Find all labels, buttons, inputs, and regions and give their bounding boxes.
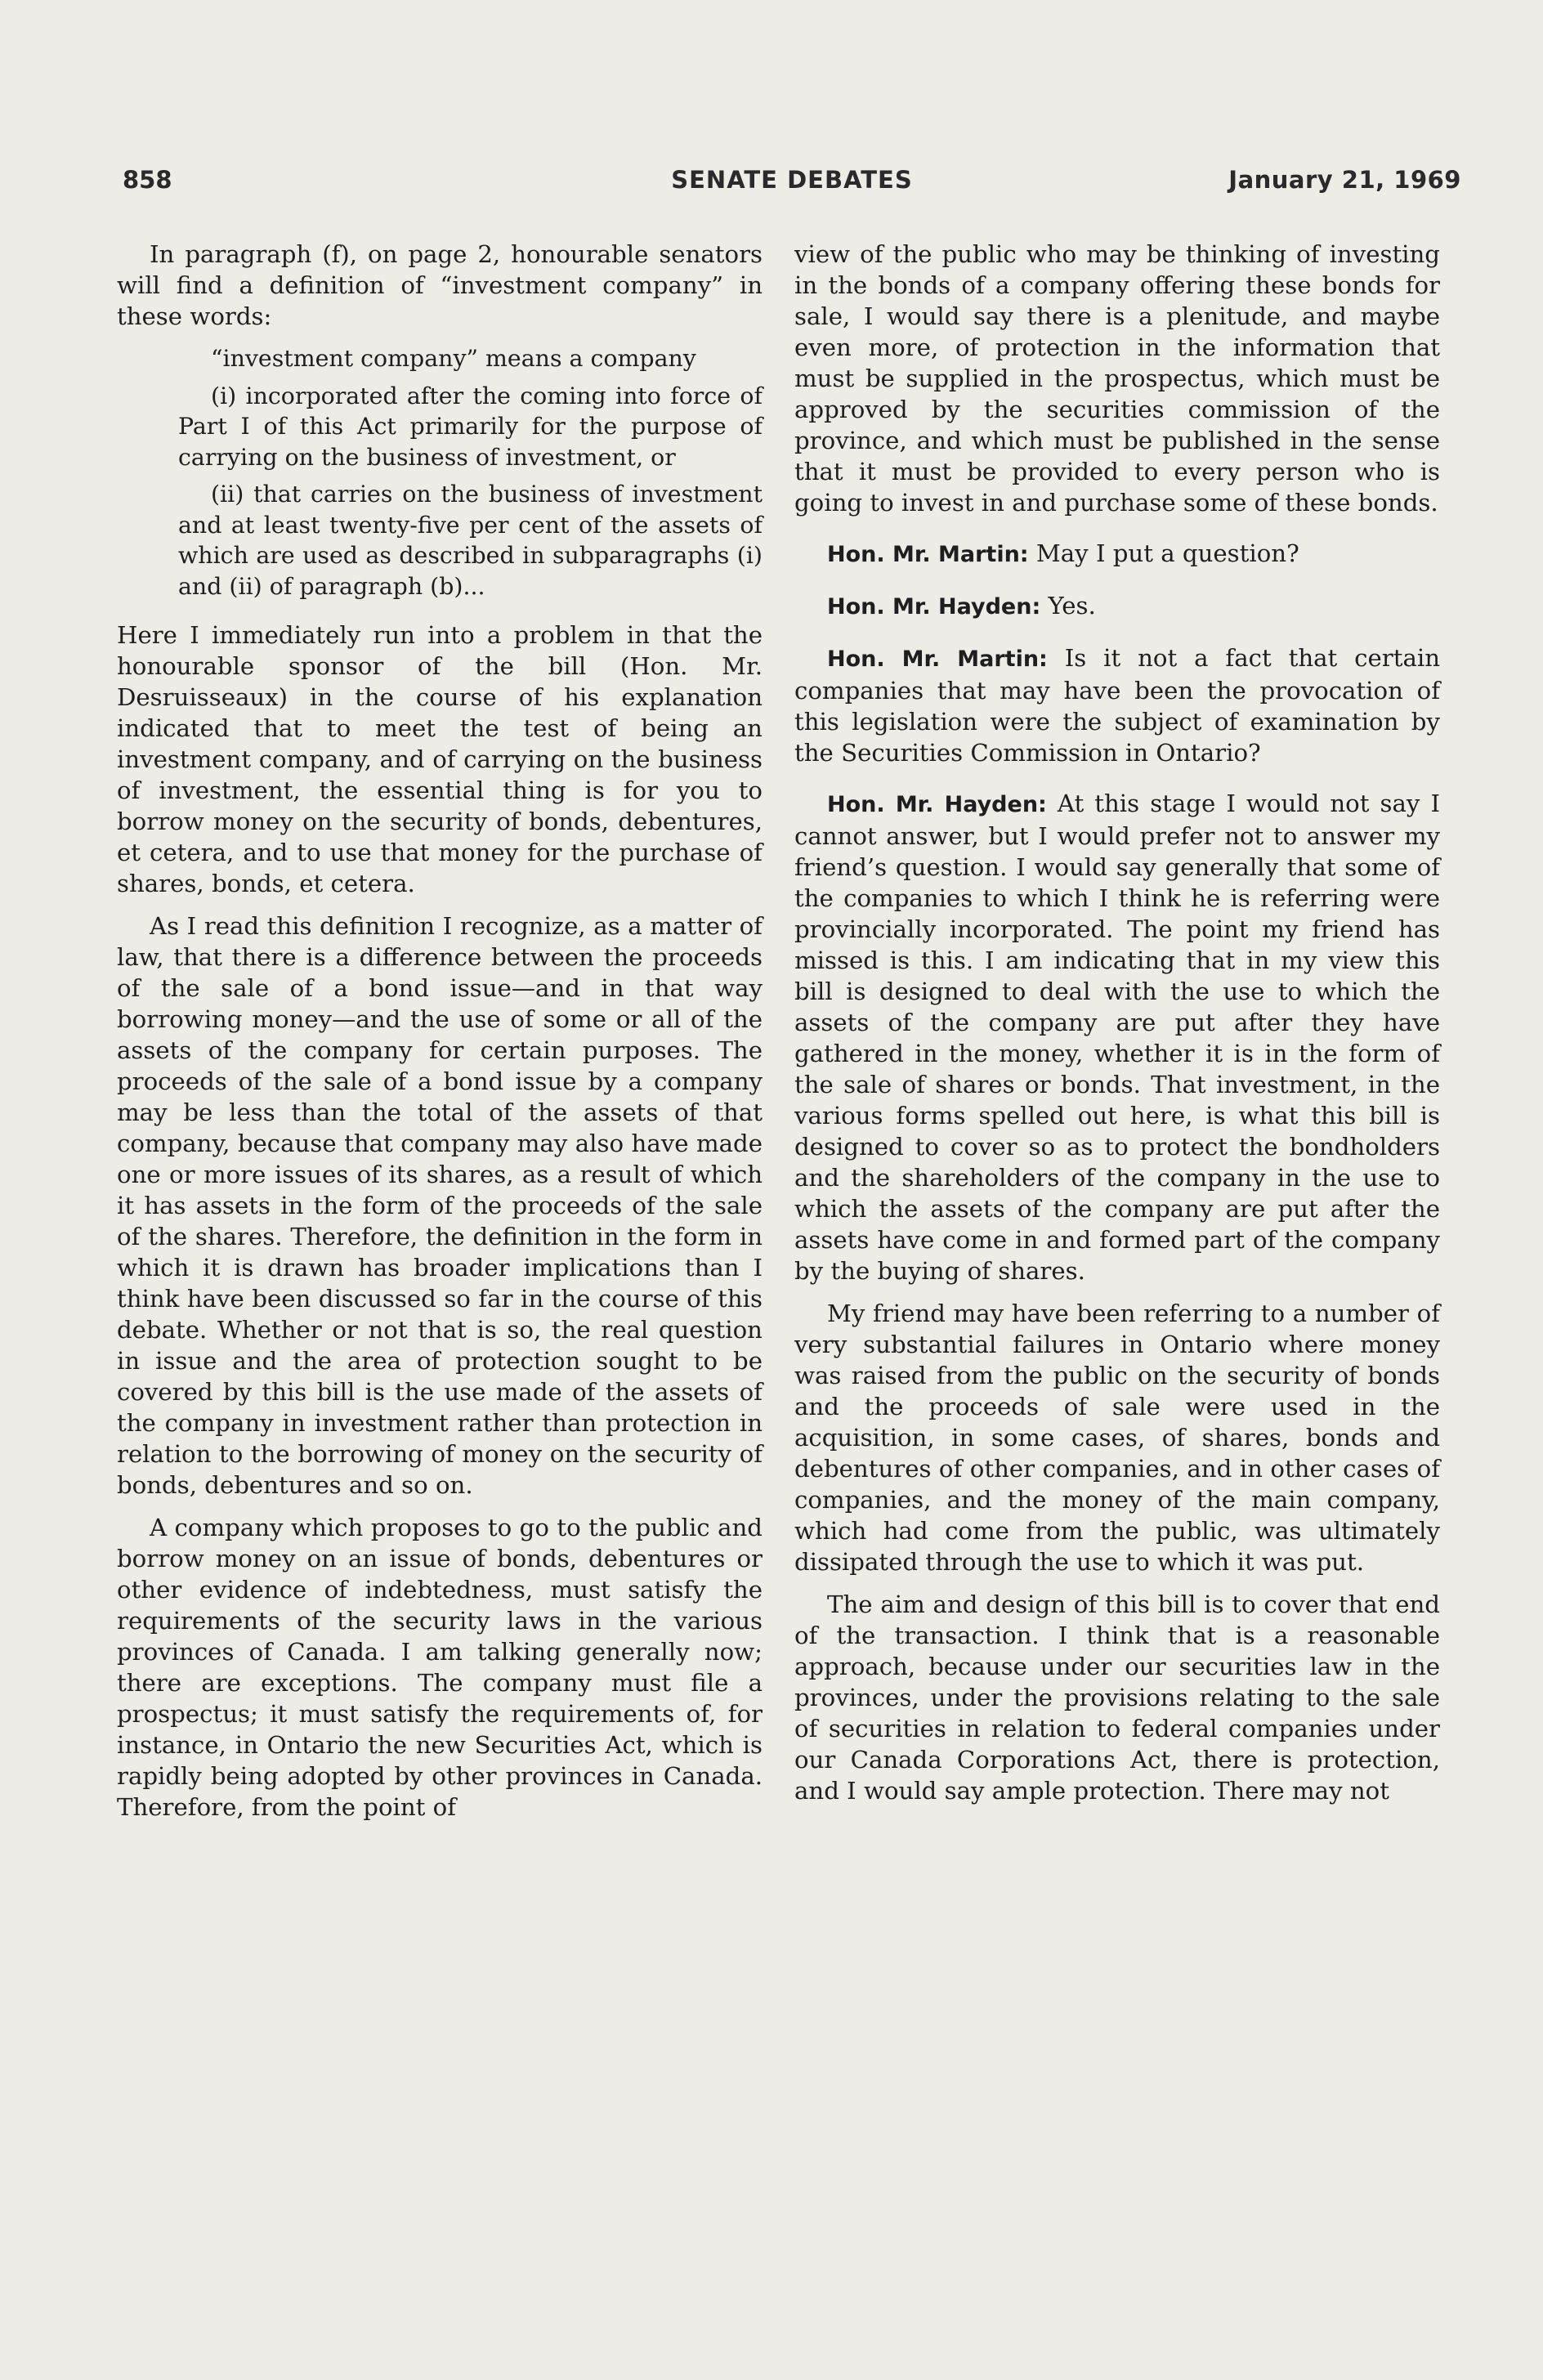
speech-paragraph (794, 642, 1440, 768)
speech-text: May I put a question? (1035, 539, 1299, 567)
body-paragraph: Here I immediately run into a problem in that the honourable sponsor of the bill (Hon. Mr. Desruisseaux) in the course of his explanation indicated that to meet the test of being an investment company, and of carrying on the business of investment, the essential thing is for you to borrow money on the security of bonds, debentures, et cetera, and to use that money for the purchase of shares, bonds, et cetera. (117, 621, 763, 897)
definition-quote: “investment company” means a company (211, 345, 696, 372)
speech-paragraph (794, 538, 1440, 570)
speaker-name: Hon. Mr. Hayden: (827, 792, 1047, 817)
speaker-name: Hon. Mr. Martin: (827, 542, 1029, 567)
speech-paragraph (794, 590, 1440, 623)
definition-quote-clause-ii: (ii) that carries on the business of investment and at least twenty-five per cent of the assets of which are used as described in subparagraphs (i) and (ii) of paragraph (b)... (178, 481, 763, 600)
body-paragraph: My friend may have been referring to a number of very substantial failures in Ontario where money was raised from the public on the security of bonds and the proceeds of sale were used in the acquisition, in some cases, of shares, bonds and debentures of other companies, and in other cases of companies, and the money of the main company, which had come from the public, was ultimately dissipated through the use to which it was put. (794, 1300, 1440, 1576)
page-header (123, 166, 1461, 207)
speech-text: At this stage I would not say I cannot answer, but I would prefer not to answer my friend’s question. I would say generally that some of the companies to which I think he is referring were provincially incorporated. The point my friend has missed is this. I am indicating that in my view this bill is designed to deal with the use to which the assets of the company are put after they have gathered in the money, whether it is in the form of the sale of shares or bonds. That investment, in the various forms spelled out here, is what this bill is designed to cover so as to protect the bondholders and the shareholders of the company in the use to which the assets of the company are put after the assets have come in and formed part of the company by the buying of shares. (794, 790, 1441, 1285)
speech-paragraph (794, 788, 1440, 1286)
continued-paragraph: view of the public who may be thinking of investing in the bonds of a company offering these bonds for sale, I would say there is a plenitude, and maybe even more, of protection in the information that must be supplied in the prospectus, which must be approved by the securities commission of the province, and which must be published in the sense that it must be provided to every person who is going to invest in and purchase some of these bonds. (794, 240, 1440, 517)
page-date: January 21, 1969 (1228, 166, 1461, 194)
body-paragraph: A company which proposes to go to the public and borrow money on an issue of bonds, debentures or other evidence of indebtedness, must satisfy the requirements of the security laws in the various provinces of Canada. I am talking generally now; there are exceptions. The company must file a prospectus; it must satisfy the requirements of, for instance, in Ontario the new Securities Act, which is rapidly being adopted by other provinces in Canada. Therefore, from the point of (117, 1514, 763, 1821)
body-paragraph: As I read this definition I recognize, as a matter of law, that there is a difference between the proceeds of the sale of a bond issue—and in that way borrowing money—and the use of some or all of the assets of the company for certain purposes. The proceeds of the sale of a bond issue by a company may be less than the total of the assets of that company, because that company may also have made one or more issues of its shares, as a result of which it has assets in the form of the proceeds of the sale of the shares. Therefore, the definition in the form in which it is drawn has broader implications than I think have been discussed so far in the course of this debate. Whether or not that is so, the real question in issue and the area of protection sought to be covered by this bill is the use made of the assets of the company in investment rather than protection in relation to the borrowing of money on the security of bonds, debentures and so on. (117, 912, 763, 1499)
speaker-name: Hon. Mr. Martin: (827, 646, 1048, 672)
publication-title: SENATE DEBATES (671, 166, 913, 194)
speech-text: Yes. (1048, 592, 1096, 620)
page-number: 858 (123, 166, 172, 194)
intro-paragraph: In paragraph (f), on page 2, honourable senators will find a definition of “investment company” in these words: (117, 240, 763, 330)
definition-quote-clause-i: (i) incorporated after the coming into force of Part I of this Act primarily for the purpose of carrying on the business of investment, or (178, 382, 763, 471)
speaker-name: Hon. Mr. Hayden: (827, 594, 1041, 620)
body-paragraph: The aim and design of this bill is to cover that end of the transaction. I think that is a reasonable approach, because under our securities law in the provinces, under the provisions relating to the sale of securities in relation to federal companies under our Canada Corporations Act, there is protection, and I would say ample protection. There may not (794, 1590, 1440, 1805)
right-column (794, 239, 1440, 1806)
speech-text: Is it not a fact that certain companies that may have been the provocation of this legislation were the subject of examination by the Securities Commission in Ontario? (794, 644, 1440, 767)
left-column (117, 239, 763, 1823)
